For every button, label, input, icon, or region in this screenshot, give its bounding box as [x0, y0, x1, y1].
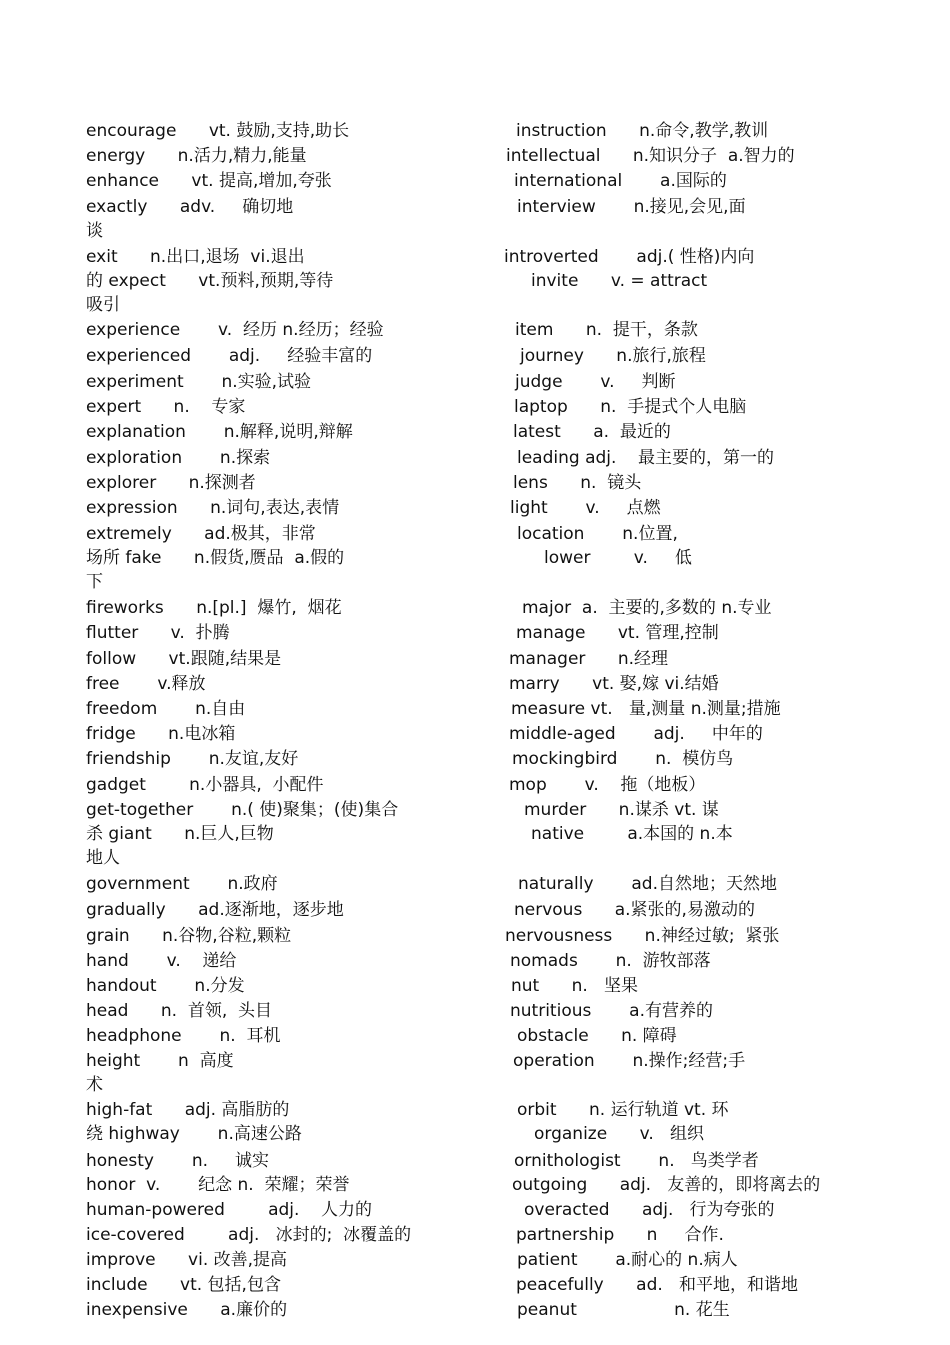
vocab-entry-right: manage vt. 管理,控制 — [516, 623, 719, 643]
vocab-entry-left: grain n.谷物,谷粒,颗粒 — [86, 926, 292, 946]
vocab-entry-right: invite v. = attract — [531, 271, 708, 291]
vocab-entry-right: journey n.旅行,旅程 — [520, 346, 706, 366]
vocab-entry-right: nervousness n.神经过敏; 紧张 — [505, 926, 780, 946]
vocab-entry-right: international a.国际的 — [514, 171, 727, 191]
vocab-entry-left: gadget n.小器具, 小配件 — [86, 775, 324, 795]
vocab-entry-left: include vt. 包括,包含 — [86, 1275, 281, 1295]
vocab-entry-right: instruction n.命令,教学,教训 — [516, 121, 769, 141]
vocab-entry-right: interview n.接见,会见,面 — [517, 197, 746, 217]
vocab-entry-left: ice-covered adj. 冰封的; 冰覆盖的 — [86, 1225, 412, 1245]
vocab-entry-right: orbit n. 运行轨道 vt. 环 — [517, 1100, 729, 1120]
vocab-entry-left: handout n.分发 — [86, 976, 245, 996]
vocab-entry-left: high-fat adj. 高脂肪的 — [86, 1100, 290, 1120]
vocab-entry-right: lower v. 低 — [544, 548, 692, 568]
vocab-entry-right: murder n.谋杀 vt. 谋 — [524, 800, 719, 820]
vocab-entry-right: partnership n 合作. — [516, 1225, 724, 1245]
vocab-entry-right: overacted adj. 行为夸张的 — [524, 1200, 775, 1220]
vocab-entry-right: obstacle n. 障碍 — [517, 1026, 677, 1046]
vocab-entry-left: enhance vt. 提高,增加,夸张 — [86, 171, 332, 191]
vocab-entry-right: operation n.操作;经营;手 — [513, 1051, 746, 1071]
vocab-entry-right: outgoing adj. 友善的，即将离去的 — [512, 1175, 821, 1195]
vocab-entry-left: experience v. 经历 n.经历；经验 — [86, 320, 384, 340]
vocab-entry-left: 谈 — [86, 221, 103, 241]
vocab-entry-right: intellectual n.知识分子 a.智力的 — [506, 146, 795, 166]
vocab-entry-right: organize v. 组织 — [534, 1124, 704, 1144]
vocab-entry-left: exit n.出口,退场 vi.退出 — [86, 247, 305, 267]
vocab-entry-left: encourage vt. 鼓励,支持,助长 — [86, 121, 350, 141]
vocab-entry-left: 地人 — [86, 848, 120, 868]
vocab-entry-right: nervous a.紧张的,易激动的 — [514, 900, 755, 920]
vocab-entry-right: middle-aged adj. 中年的 — [509, 724, 763, 744]
vocab-entry-right: manager n.经理 — [509, 649, 669, 669]
vocab-entry-left: honesty n. 诚实 — [86, 1151, 270, 1171]
vocab-entry-right: ornithologist n. 鸟类学者 — [514, 1151, 759, 1171]
vocab-entry-left: human-powered adj. 人力的 — [86, 1200, 373, 1220]
vocab-entry-right: peanut n. 花生 — [517, 1300, 730, 1320]
vocab-entry-right: judge v. 判断 — [515, 372, 676, 392]
vocab-entry-left: inexpensive a.廉价的 — [86, 1300, 288, 1320]
vocab-entry-right: leading adj. 最主要的，第一的 — [517, 448, 775, 468]
vocab-entry-left: fridge n.电冰箱 — [86, 724, 236, 744]
vocab-entry-left: expression n.词句,表达,表情 — [86, 498, 340, 518]
vocab-entry-left: government n.政府 — [86, 874, 278, 894]
vocab-entry-left: 术 — [86, 1075, 103, 1095]
vocab-entry-left: get-together n.( 使)聚集；(使)集合 — [86, 800, 399, 820]
vocab-entry-right: nutritious a.有营养的 — [510, 1001, 713, 1021]
vocab-entry-left: exactly adv. 确切地 — [86, 197, 294, 217]
vocab-entry-right: mop v. 拖（地板） — [509, 775, 706, 795]
vocab-entry-left: experiment n.实验,试验 — [86, 372, 312, 392]
vocab-entry-left: headphone n. 耳机 — [86, 1026, 281, 1046]
vocab-entry-left: flutter v. 扑腾 — [86, 623, 230, 643]
vocab-entry-left: 的 expect vt.预料,预期,等待 — [86, 271, 334, 291]
vocab-entry-left: explorer n.探测者 — [86, 473, 256, 493]
vocab-entry-left: exploration n.探索 — [86, 448, 271, 468]
vocab-entry-right: lens n. 镜头 — [513, 473, 642, 493]
vocab-entry-right: latest a. 最近的 — [513, 422, 671, 442]
vocab-entry-right: mockingbird n. 模仿鸟 — [512, 749, 734, 769]
vocab-entry-right: item n. 提干，条款 — [515, 320, 698, 340]
vocab-entry-left: fireworks n.[pl.] 爆竹, 烟花 — [86, 598, 342, 618]
vocab-entry-right: patient a.耐心的 n.病人 — [517, 1250, 738, 1270]
vocab-entry-right: laptop n. 手提式个人电脑 — [514, 397, 747, 417]
vocab-entry-left: 场所 fake n.假货,赝品 a.假的 — [86, 548, 345, 568]
vocab-entry-right: native a.本国的 n.本 — [531, 824, 733, 844]
vocab-entry-left: 绕 highway n.高速公路 — [86, 1124, 302, 1144]
vocab-entry-right: marry vt. 娶,嫁 vi.结婚 — [509, 674, 719, 694]
vocab-entry-left: energy n.活力,精力,能量 — [86, 146, 307, 166]
vocab-entry-left: free v.释放 — [86, 674, 206, 694]
vocab-entry-left: explanation n.解释,说明,辩解 — [86, 422, 353, 442]
vocab-entry-left: follow vt.跟随,结果是 — [86, 649, 282, 669]
vocab-entry-right: introverted adj.( 性格)内向 — [504, 247, 755, 267]
vocab-entry-left: 吸引 — [86, 295, 120, 315]
vocab-entry-right: naturally ad.自然地；天然地 — [518, 874, 777, 894]
vocab-entry-left: gradually ad.逐渐地，逐步地 — [86, 900, 344, 920]
vocab-entry-left: improve vi. 改善,提高 — [86, 1250, 288, 1270]
vocab-entry-left: experienced adj. 经验丰富的 — [86, 346, 373, 366]
vocab-entry-left: friendship n.友谊,友好 — [86, 749, 299, 769]
vocab-entry-right: measure vt. 量,测量 n.测量;措施 — [511, 699, 781, 719]
vocab-entry-left: extremely ad.极其，非常 — [86, 524, 316, 544]
vocab-entry-right: light v. 点燃 — [510, 498, 661, 518]
vocab-entry-left: height n 高度 — [86, 1051, 234, 1071]
vocab-entry-left: hand v. 递给 — [86, 951, 237, 971]
vocab-entry-right: major a. 主要的,多数的 n.专业 — [522, 598, 772, 618]
vocab-entry-left: expert n. 专家 — [86, 397, 246, 417]
vocab-entry-right: peacefully ad. 和平地，和谐地 — [516, 1275, 798, 1295]
vocab-entry-left: 下 — [86, 572, 103, 592]
vocab-entry-left: 杀 giant n.巨人,巨物 — [86, 824, 274, 844]
vocab-entry-right: location n.位置, — [517, 524, 678, 544]
vocab-entry-left: head n. 首领, 头目 — [86, 1001, 273, 1021]
vocab-entry-right: nomads n. 游牧部落 — [510, 951, 711, 971]
vocab-entry-right: nut n. 坚果 — [511, 976, 639, 996]
vocab-entry-left: honor v. 纪念 n. 荣耀；荣誉 — [86, 1175, 350, 1195]
vocab-entry-left: freedom n.自由 — [86, 699, 246, 719]
